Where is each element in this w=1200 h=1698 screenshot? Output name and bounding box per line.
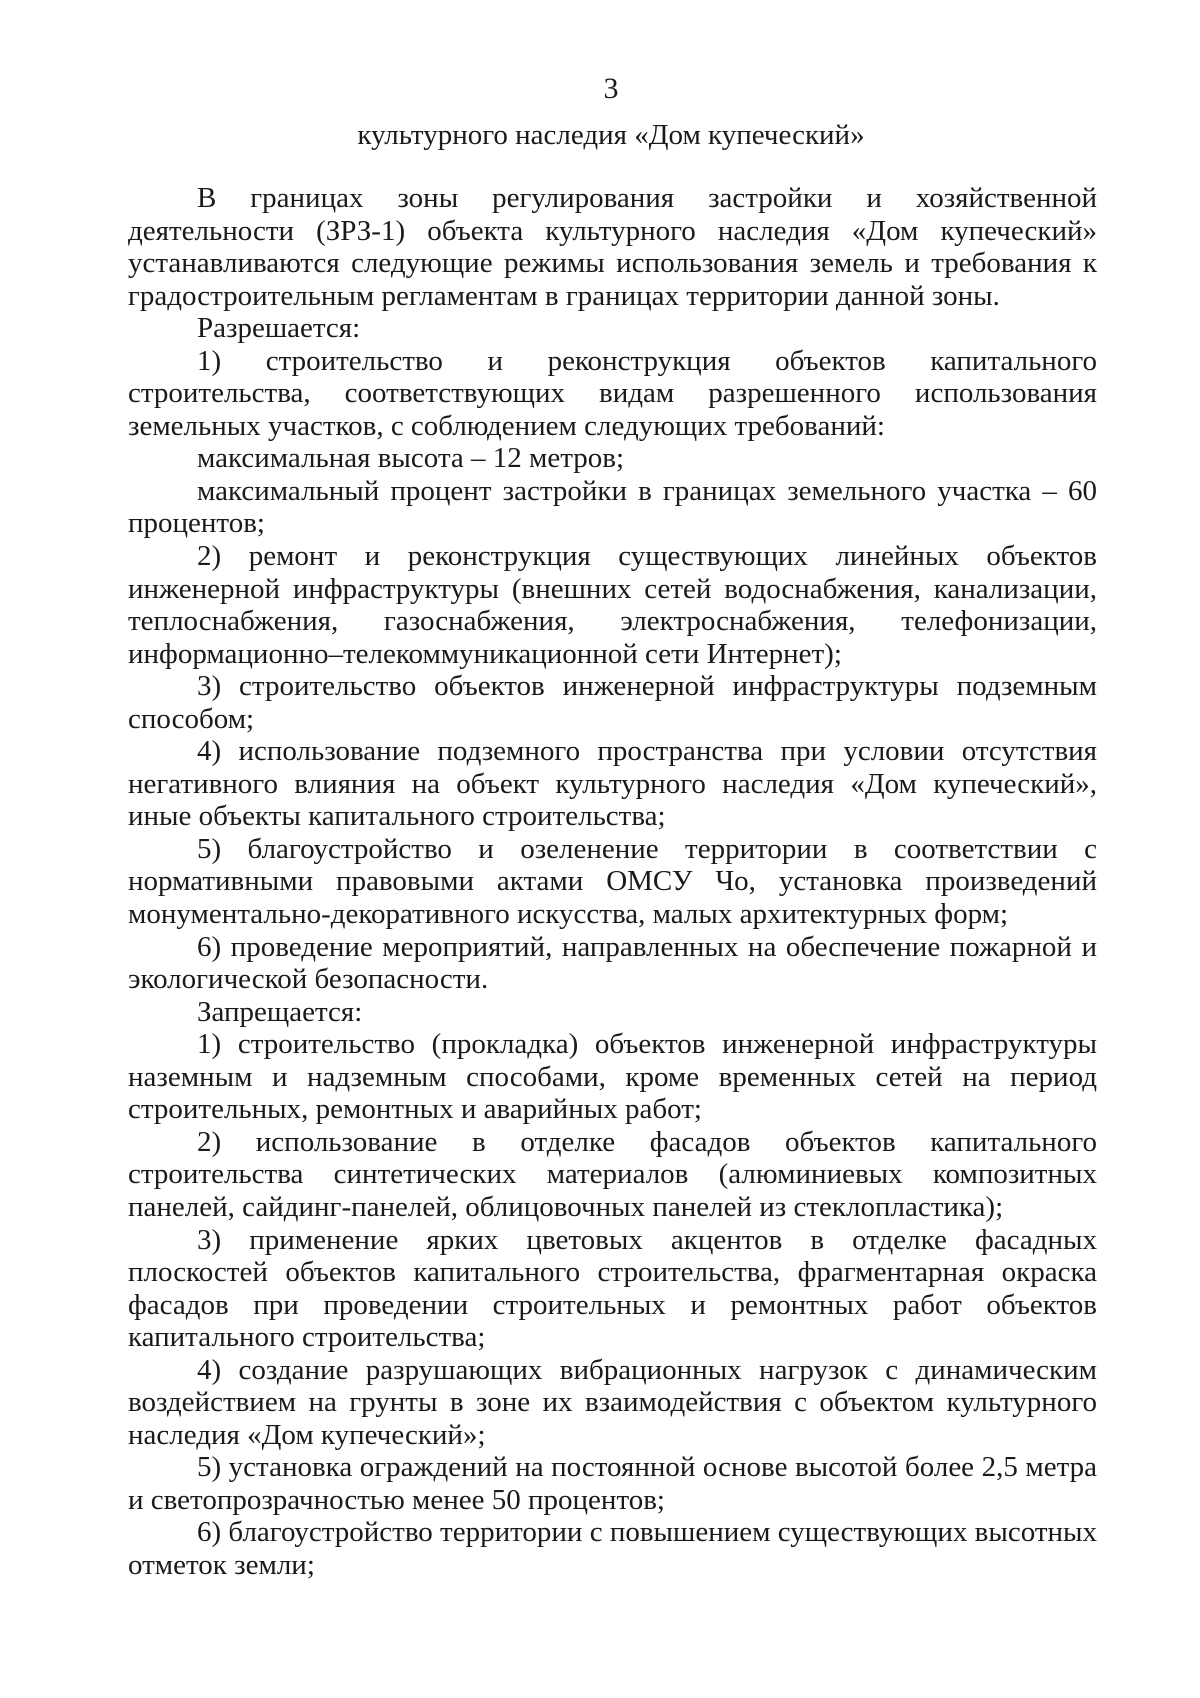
paragraph-allowed-1: 1) строительство и реконструкция объектов капитального строительства, соответствующих видам разрешенного использования земельных участков, с соблюдением следующих требований: bbox=[128, 344, 1097, 442]
paragraph-max-coverage: максимальный процент застройки в границах земельного участка – 60 процентов; bbox=[128, 474, 1097, 540]
paragraph-prohibited-heading: Запрещается: bbox=[197, 995, 363, 1028]
paragraph-max-height: максимальная высота – 12 метров; bbox=[197, 442, 625, 475]
paragraph-prohibited-6: 6) благоустройство территории с повышением существующих высотных отметок земли; bbox=[128, 1516, 1098, 1581]
document-body bbox=[128, 182, 1097, 1582]
page-number: 3 bbox=[603, 72, 619, 105]
paragraph-prohibited-5: 5) установка ограждений на постоянной основе высотой более 2,5 метра и светопрозрачностью менее 50 процентов; bbox=[128, 1451, 1097, 1516]
paragraph-prohibited-1: 1) строительство (прокладка) объектов инженерной инфраструктуры наземным и надземным способами, кроме временных сетей на период строительных, ремонтных и аварийных работ; bbox=[128, 1028, 1097, 1126]
paragraph-allowed-2: 2) ремонт и реконструкция существующих линейных объектов инженерной инфраструктуры (внешних сетей водоснабжения, канализации, теплоснабжения, газоснабжения, электроснабжения, телефонизации, информационно–телекоммуникационной сети Интернет); bbox=[128, 540, 1097, 670]
paragraph-allowed-4: 4) использование подземного пространства при условии отсутствия негативного влияния на объект культурного наследия «Дом купеческий», иные объекты капитального строительства; bbox=[128, 735, 1097, 833]
paragraph-intro: В границах зоны регулирования застройки и хозяйственной деятельности (ЗРЗ-1) объекта культурного наследия «Дом купеческий» устанавливаются следующие режимы использования земель и требования к градостроительным регламентам в границах территории данной зоны. bbox=[128, 182, 1097, 312]
paragraph-prohibited-4: 4) создание разрушающих вибрационных нагрузок с динамическим воздействием на грунты в зоне их взаимодействия с объектом культурного наследия «Дом купеческий»; bbox=[128, 1353, 1097, 1451]
paragraph-allowed-5: 5) благоустройство и озеленение территории в соответствии с нормативными правовыми актами ОМСУ Чо, установка произведений монументально-декоративного искусства, малых архитектурных форм; bbox=[128, 832, 1097, 931]
paragraph-allowed-6: 6) проведение мероприятий, направленных на обеспечение пожарной и экологической безопасности. bbox=[128, 930, 1097, 996]
section-heading: культурного наследия «Дом купеческий» bbox=[357, 119, 865, 151]
paragraph-allowed-3: 3) строительство объектов инженерной инфраструктуры подземным способом; bbox=[128, 670, 1097, 735]
paragraph-allowed-heading: Разрешается: bbox=[197, 312, 361, 345]
paragraph-prohibited-2: 2) использование в отделке фасадов объектов капитального строительства синтетических материалов (алюминиевых композитных панелей, сайдинг-панелей, облицовочных панелей из стеклопластика); bbox=[128, 1125, 1097, 1223]
paragraph-prohibited-3: 3) применение ярких цветовых акцентов в отделке фасадных плоскостей объектов капитального строительства, фрагментарная окраска фасадов при проведении строительных и ремонтных работ объектов капитального строительства; bbox=[128, 1223, 1097, 1354]
